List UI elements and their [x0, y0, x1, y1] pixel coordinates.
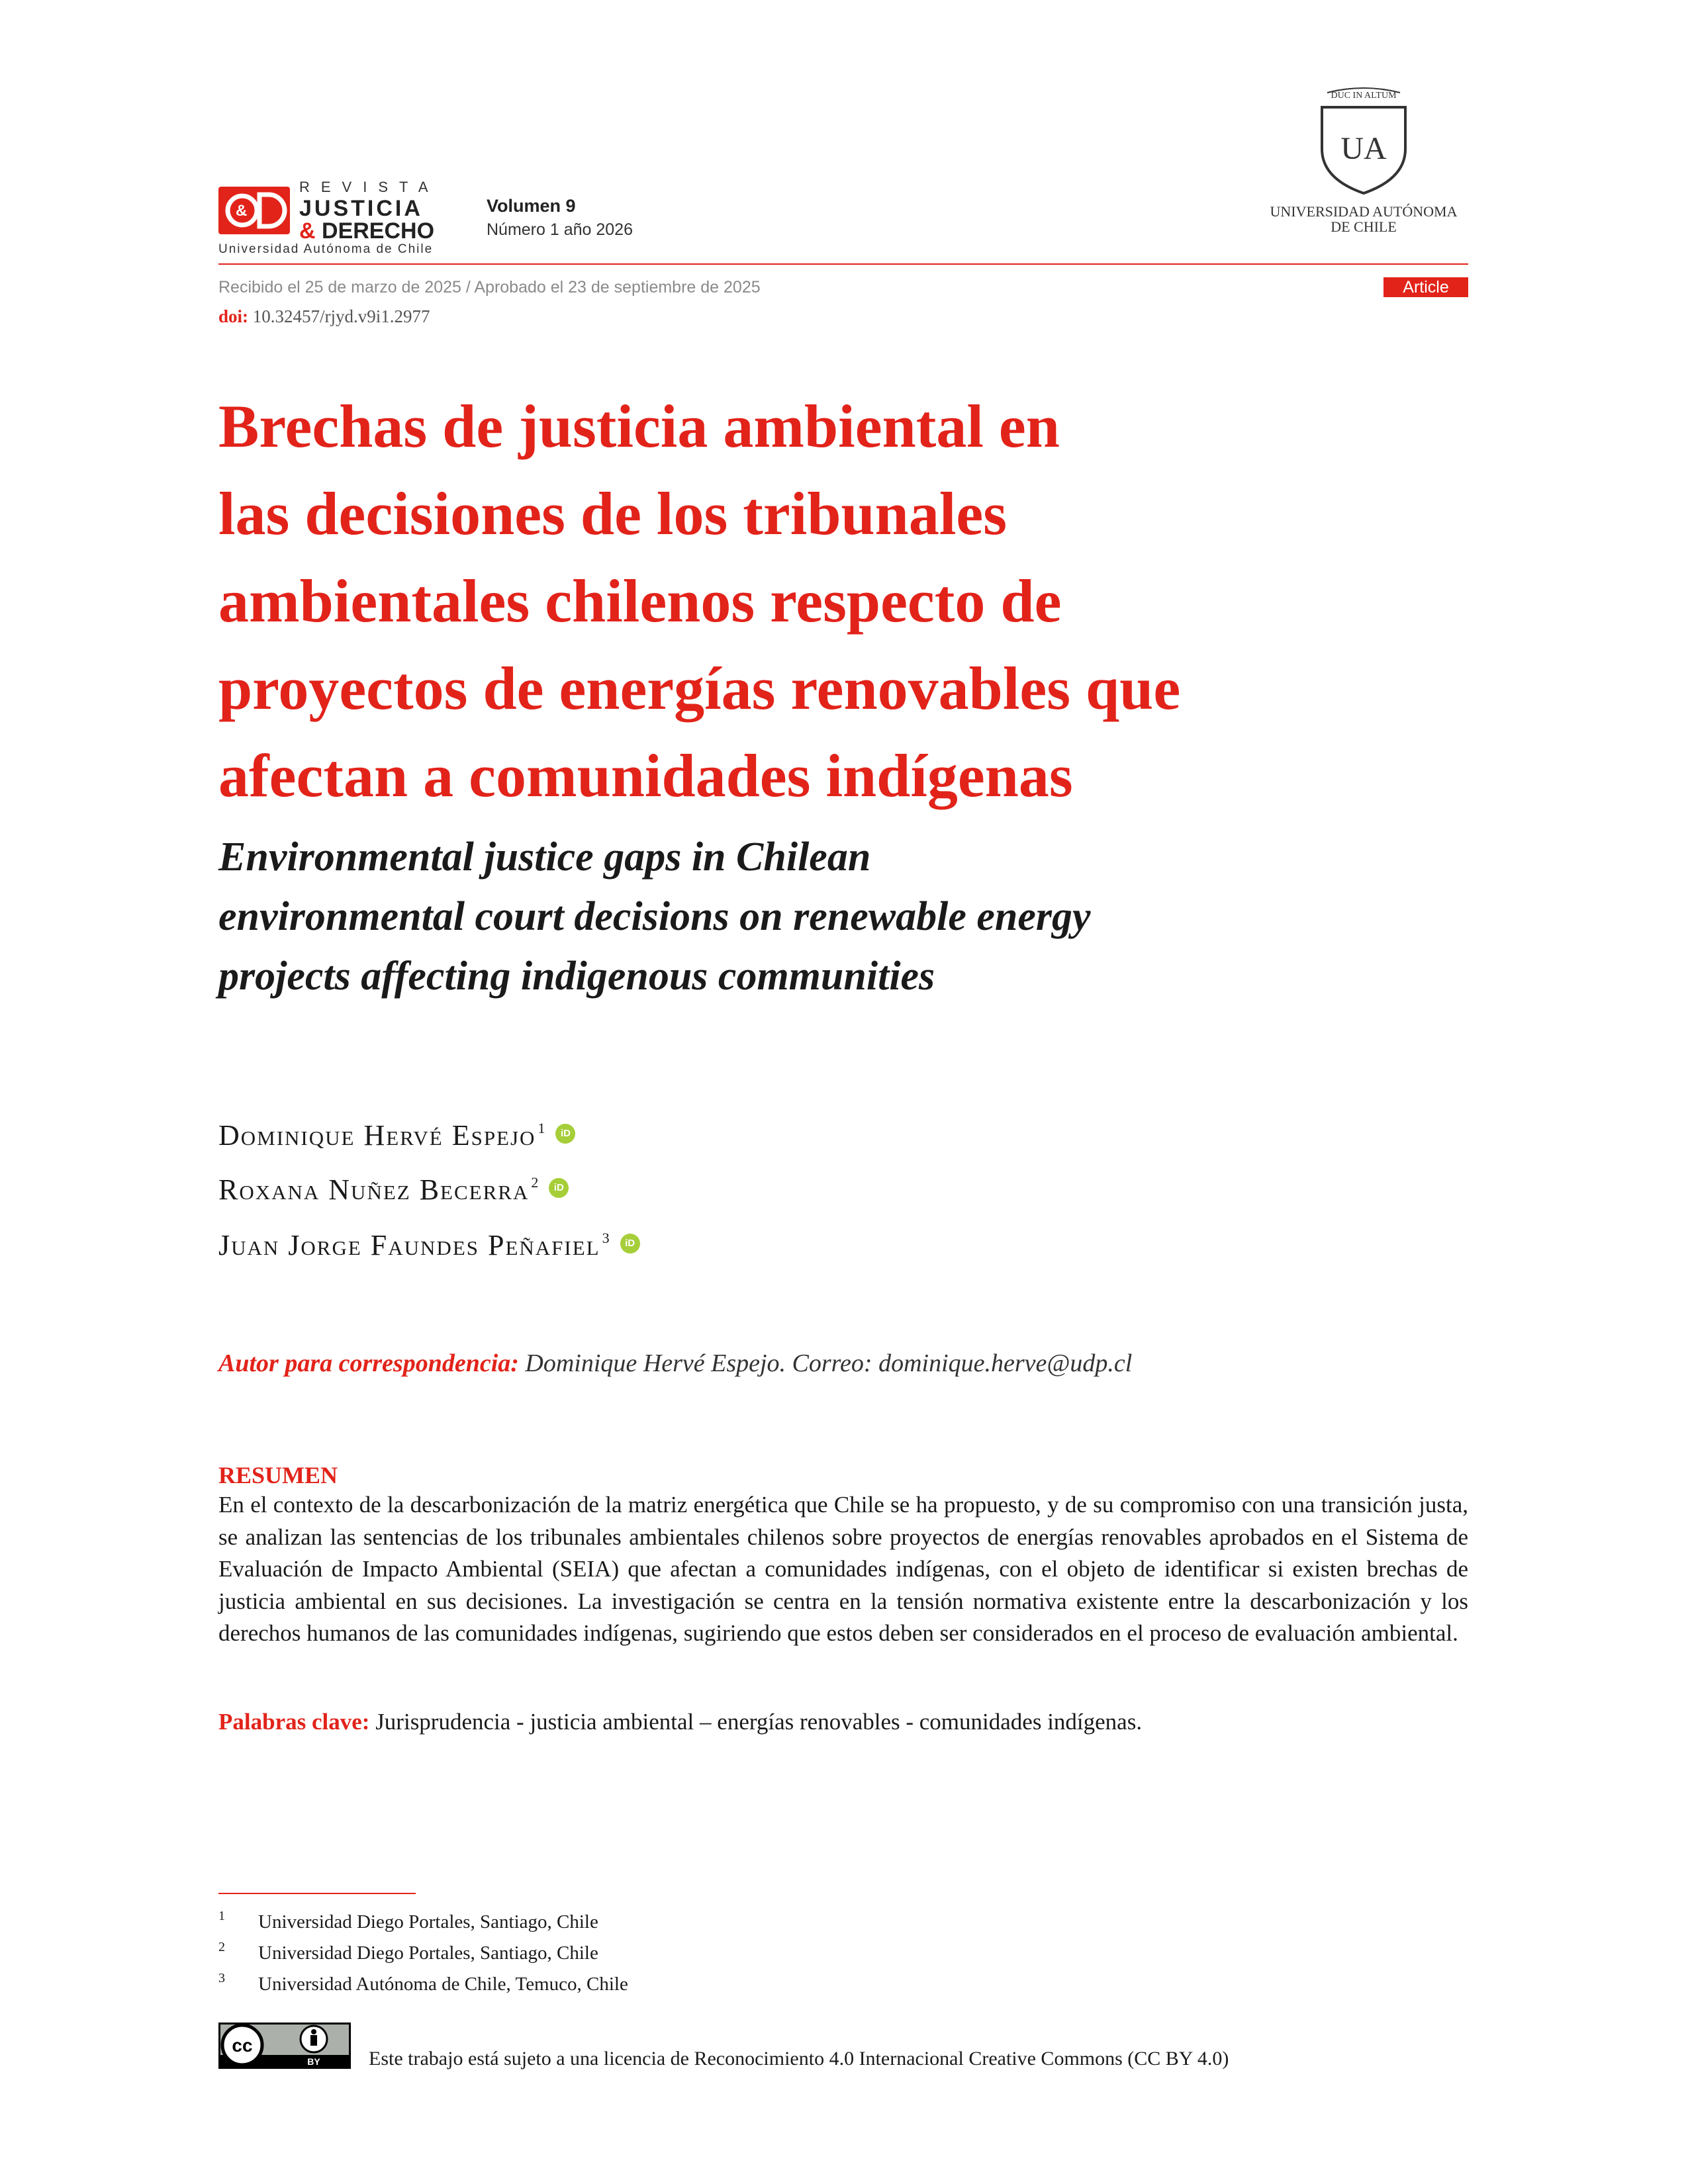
title-es-line1: Brechas de justicia ambiental en — [218, 392, 1060, 460]
journal-name-derecho: DERECHO — [315, 218, 435, 244]
doi[interactable] — [218, 306, 430, 327]
keywords-text: Jurisprudencia - justicia ambiental – energías renovables - comunidades indígenas. — [369, 1709, 1143, 1735]
cc-text: cc — [232, 2035, 253, 2056]
journal-logo-icon — [218, 187, 290, 234]
keywords-label: Palabras clave: — [218, 1709, 370, 1735]
footnote-number: 2 — [218, 1940, 225, 1954]
journal-ampersand: & — [299, 218, 316, 244]
header-divider — [218, 263, 1468, 265]
footnote-number: 3 — [218, 1971, 225, 1985]
cc-by-license-icon[interactable] — [218, 2023, 351, 2069]
corresponding-author-text: Dominique Hervé Espejo. Correo: dominique.herve@udp.cl — [518, 1349, 1133, 1377]
orcid-icon[interactable]: iD — [549, 1178, 569, 1198]
journal-name-line1: REVISTA — [299, 179, 440, 195]
university-motto: DUC IN ALTUM — [1331, 91, 1397, 101]
author — [218, 1228, 640, 1262]
footnote-number: 1 — [218, 1909, 225, 1923]
title-en-line1: Environmental justice gaps in Chilean — [218, 835, 871, 880]
university-name — [1268, 204, 1460, 234]
title-es-line5: afectan a comunidades indígenas — [218, 742, 1073, 809]
doi-label: doi: — [218, 306, 249, 326]
corresponding-author — [218, 1349, 1132, 1378]
footnote-text: Universidad Diego Portales, Santiago, Chile — [258, 1942, 598, 1964]
keywords — [218, 1709, 1142, 1735]
by-text: BY — [307, 2056, 320, 2067]
doi-value[interactable]: 10.32457/rjyd.v9i1.2977 — [248, 306, 430, 326]
author-name: Roxana Nuñez Becerra — [218, 1173, 530, 1206]
author-affiliation-mark: 3 — [602, 1230, 611, 1246]
journal-name — [299, 180, 440, 242]
university-logo — [1268, 86, 1460, 245]
author-affiliation-mark: 1 — [538, 1120, 547, 1136]
university-name-line1: UNIVERSIDAD AUTÓNOMA — [1270, 203, 1458, 220]
svg-text:&: & — [236, 202, 248, 220]
university-shield-icon — [1268, 86, 1460, 195]
license-statement: Este trabajo está sujeto a una licencia de Reconocimiento 4.0 Internacional Creative Commons (CC BY 4.0) — [369, 2048, 1229, 2070]
footnote — [218, 1911, 598, 1933]
issue: Número 1 año 2026 — [487, 220, 633, 239]
volume-block — [487, 196, 633, 240]
title-en-line3: projects affecting indigenous communities — [218, 954, 935, 999]
abstract-heading: RESUMEN — [218, 1462, 338, 1488]
university-name-line2: DE CHILE — [1331, 218, 1397, 236]
corresponding-author-label: Autor para correspondencia: — [218, 1349, 519, 1377]
footnote-text: Universidad Autónoma de Chile, Temuco, Chile — [258, 1974, 628, 1995]
title-es-line2: las decisiones de los tribunales — [218, 480, 1008, 547]
abstract-body: En el contexto de la descarbonización de la matriz energética que Chile se ha propuesto, y de su compromiso con una transición justa, se analizan las sentencias de los tribunales ambientales chilenos sobre proyectos de energías renovables aprobados en el Sistema de Evaluación de Impacto Ambiental (SEIA) que afectan a comunidades indígenas, con el objeto de identificar si existen brechas de justicia ambiental en sus decisiones. La investigación se centra en la tensión normativa existente entre la descarbonización y los derechos humanos de las comunidades indígenas, sugiriendo que estos deben ser considerados en el proceso de evaluación ambiental. — [218, 1492, 1468, 1646]
orcid-icon[interactable]: iD — [620, 1234, 640, 1253]
title-en-line2: environmental court decisions on renewable energy — [218, 894, 1091, 939]
author-affiliation-mark: 2 — [531, 1174, 540, 1191]
author-name: Dominique Hervé Espejo — [218, 1119, 536, 1152]
footnote — [218, 1971, 628, 1995]
journal-name-line3 — [299, 220, 440, 242]
article-type-badge: Article — [1383, 277, 1468, 297]
journal-university: Universidad Autónoma de Chile — [218, 242, 434, 256]
footnote — [218, 1942, 598, 1964]
title-es-line4: proyectos de energías renovables que — [218, 655, 1181, 722]
title-spanish — [218, 383, 1476, 819]
title-es-line3: ambientales chilenos respecto de — [218, 567, 1062, 635]
title-english — [218, 827, 1476, 1006]
footnote-divider — [218, 1893, 416, 1894]
volume: Volumen 9 — [487, 196, 576, 216]
journal-name-line2: JUSTICIA — [299, 196, 423, 221]
author — [218, 1118, 575, 1152]
orcid-icon[interactable]: iD — [555, 1124, 575, 1144]
footnote-text: Universidad Diego Portales, Santiago, Chile — [258, 1911, 598, 1933]
author — [218, 1173, 569, 1206]
received-dates: Recibido el 25 de marzo de 2025 / Aprobado el 23 de septiembre de 2025 — [218, 278, 761, 296]
author-name: Juan Jorge Faundes Peñafiel — [218, 1229, 600, 1261]
university-initials: UA — [1340, 131, 1387, 166]
